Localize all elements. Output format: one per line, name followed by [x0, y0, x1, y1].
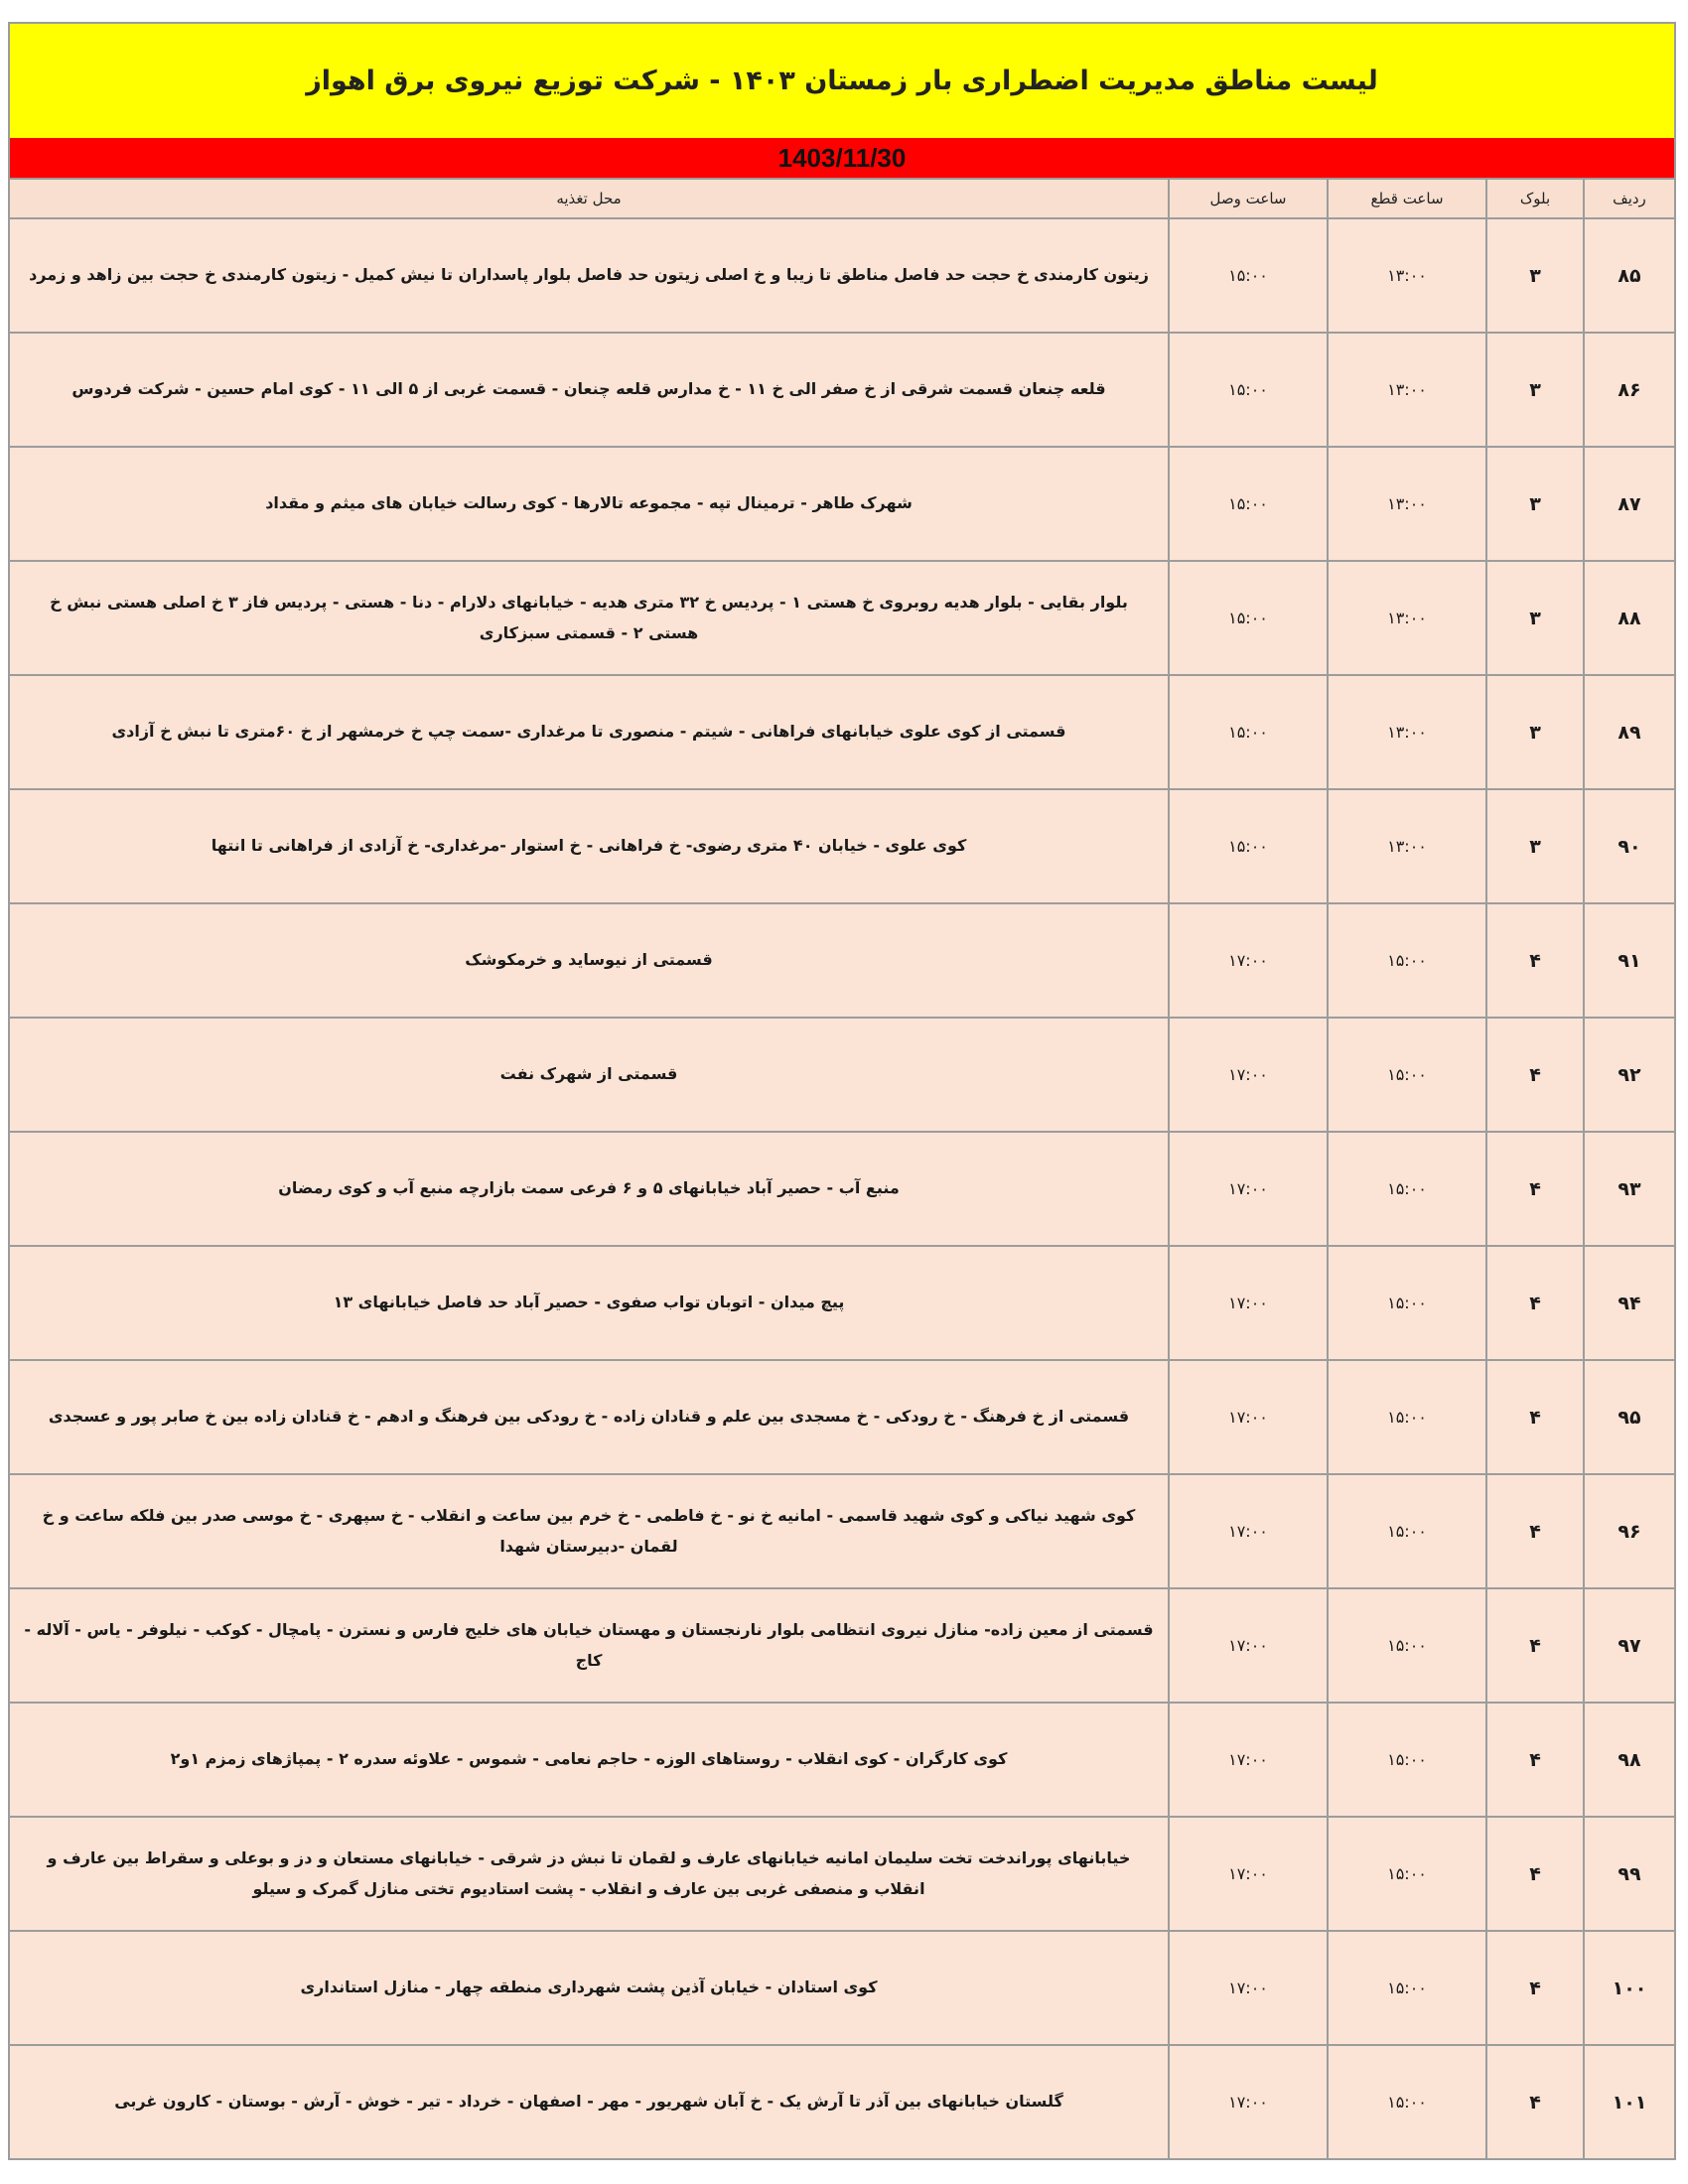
- cell-location: قسمتی از معین زاده- منازل نیروی انتظامی بلوار نارنجستان و مهستان خیابان های خلیج فارس و نسترن - پامچال - کوکب - نیلوفر - یاس - آلاله - کاج: [9, 1588, 1169, 1703]
- cell-connect-time: ۱۵:۰۰: [1169, 561, 1328, 675]
- cell-cut-time: ۱۳:۰۰: [1328, 675, 1486, 789]
- table-row: [9, 675, 1675, 789]
- cell-location: شهرک طاهر - ترمینال تپه - مجموعه تالارها - کوی رسالت خیابان های میثم و مقداد: [9, 447, 1169, 561]
- date-banner: [8, 138, 1676, 178]
- cell-cut-time: ۱۵:۰۰: [1328, 1703, 1486, 1817]
- header-connect-time: ساعت وصل: [1169, 179, 1328, 218]
- header-row-no: ردیف: [1584, 179, 1675, 218]
- cell-block: ۴: [1486, 2045, 1584, 2159]
- cell-cut-time: ۱۵:۰۰: [1328, 2045, 1486, 2159]
- cell-connect-time: ۱۷:۰۰: [1169, 1817, 1328, 1931]
- cell-location: کوی علوی - خیابان ۴۰ متری رضوی- خ فراهانی - خ استوار -مرغداری- خ آزادی از فراهانی تا انتها: [9, 789, 1169, 903]
- cell-row-no: ۹۸: [1584, 1703, 1675, 1817]
- cell-block: ۴: [1486, 1931, 1584, 2045]
- cell-block: ۳: [1486, 333, 1584, 447]
- cell-cut-time: ۱۵:۰۰: [1328, 1474, 1486, 1588]
- cell-connect-time: ۱۷:۰۰: [1169, 1474, 1328, 1588]
- cell-row-no: ۹۱: [1584, 903, 1675, 1018]
- table-row: [9, 1588, 1675, 1703]
- cell-block: ۴: [1486, 1132, 1584, 1246]
- cell-block: ۴: [1486, 1474, 1584, 1588]
- cell-row-no: ۹۶: [1584, 1474, 1675, 1588]
- cell-cut-time: ۱۳:۰۰: [1328, 218, 1486, 333]
- cell-block: ۳: [1486, 218, 1584, 333]
- cell-block: ۴: [1486, 1018, 1584, 1132]
- cell-block: ۴: [1486, 1703, 1584, 1817]
- cell-row-no: ۹۲: [1584, 1018, 1675, 1132]
- cell-row-no: ۹۷: [1584, 1588, 1675, 1703]
- cell-row-no: ۸۵: [1584, 218, 1675, 333]
- cell-connect-time: ۱۵:۰۰: [1169, 218, 1328, 333]
- table-row: [9, 561, 1675, 675]
- cell-block: ۳: [1486, 789, 1584, 903]
- cell-connect-time: ۱۷:۰۰: [1169, 1703, 1328, 1817]
- header-cut-time: ساعت قطع: [1328, 179, 1486, 218]
- cell-row-no: ۸۸: [1584, 561, 1675, 675]
- header-block: بلوک: [1486, 179, 1584, 218]
- table-row: [9, 447, 1675, 561]
- cell-cut-time: ۱۳:۰۰: [1328, 789, 1486, 903]
- table-row: [9, 333, 1675, 447]
- table-header-row: [9, 179, 1675, 218]
- table-row: [9, 1360, 1675, 1474]
- table-body: [9, 218, 1675, 2159]
- cell-cut-time: ۱۵:۰۰: [1328, 1018, 1486, 1132]
- cell-row-no: ۱۰۱: [1584, 2045, 1675, 2159]
- page-title: لیست مناطق مدیریت اضطراری بار زمستان ۱۴۰۳ - شرکت توزیع نیروی برق اهواز: [306, 66, 1378, 96]
- cell-location: کوی شهید نیاکی و کوی شهید قاسمی - امانیه خ نو - خ فاطمی - خ خرم بین ساعت و انقلاب - خ سپهری - خ موسی صدر بین فلکه ساعت و خ لقمان -دبیرستان شهدا: [9, 1474, 1169, 1588]
- table-row: [9, 1132, 1675, 1246]
- cell-row-no: ۹۰: [1584, 789, 1675, 903]
- cell-connect-time: ۱۵:۰۰: [1169, 333, 1328, 447]
- cell-connect-time: ۱۷:۰۰: [1169, 1132, 1328, 1246]
- cell-row-no: ۹۳: [1584, 1132, 1675, 1246]
- cell-block: ۴: [1486, 1817, 1584, 1931]
- cell-location: قسمتی از شهرک نفت: [9, 1018, 1169, 1132]
- cell-cut-time: ۱۵:۰۰: [1328, 1360, 1486, 1474]
- table-row: [9, 218, 1675, 333]
- cell-location: زیتون کارمندی خ حجت حد فاصل مناطق تا زیبا و خ اصلی زیتون حد فاصل بلوار پاسداران تا نیش کمیل - زیتون کارمندی خ حجت بین زاهد و زمرد: [9, 218, 1169, 333]
- cell-location: قسمتی از خ فرهنگ - خ رودکی - خ مسجدی بین علم و قنادان زاده - خ رودکی بین فرهنگ و ادهم - خ قنادان زاده بین خ صابر پور و عسجدی: [9, 1360, 1169, 1474]
- cell-cut-time: ۱۵:۰۰: [1328, 1588, 1486, 1703]
- cell-cut-time: ۱۵:۰۰: [1328, 1132, 1486, 1246]
- table-row: [9, 903, 1675, 1018]
- cell-location: خیابانهای پوراندخت تخت سلیمان امانیه خیابانهای عارف و لقمان تا نبش دز شرقی - خیابانهای مستعان و دز و بوعلی و سقراط بین عارف و انقلاب و منصفی غربی بین عارف و انقلاب - پشت استادیوم تختی منازل گمرک و سیلو: [9, 1817, 1169, 1931]
- cell-location: کوی استادان - خیابان آذین پشت شهرداری منطقه چهار - منازل استانداری: [9, 1931, 1169, 2045]
- cell-block: ۴: [1486, 1588, 1584, 1703]
- cell-connect-time: ۱۷:۰۰: [1169, 1588, 1328, 1703]
- cell-cut-time: ۱۵:۰۰: [1328, 903, 1486, 1018]
- outage-table: [8, 178, 1676, 2160]
- cell-location: پیچ میدان - اتوبان تواب صفوی - حصیر آباد حد فاصل خیابانهای ۱۳: [9, 1246, 1169, 1360]
- cell-connect-time: ۱۵:۰۰: [1169, 447, 1328, 561]
- cell-connect-time: ۱۷:۰۰: [1169, 1931, 1328, 2045]
- cell-connect-time: ۱۷:۰۰: [1169, 1360, 1328, 1474]
- cell-cut-time: ۱۳:۰۰: [1328, 561, 1486, 675]
- table-row: [9, 1817, 1675, 1931]
- table-row: [9, 1246, 1675, 1360]
- cell-block: ۴: [1486, 1246, 1584, 1360]
- cell-row-no: ۸۹: [1584, 675, 1675, 789]
- cell-row-no: ۸۷: [1584, 447, 1675, 561]
- cell-row-no: ۹۵: [1584, 1360, 1675, 1474]
- cell-block: ۳: [1486, 561, 1584, 675]
- cell-location: قلعه چنعان قسمت شرقی از خ صفر الی خ ۱۱ - خ مدارس قلعه چنعان - قسمت غربی از ۵ الی ۱۱ - کوی امام حسین - شرکت فردوس: [9, 333, 1169, 447]
- cell-block: ۴: [1486, 1360, 1584, 1474]
- cell-location: قسمتی از کوی علوی خیابانهای فراهانی - شیتم - منصوری تا مرغداری -سمت چپ خ خرمشهر از خ ۶۰متری تا نبش خ آزادی: [9, 675, 1169, 789]
- cell-location: گلستان خیابانهای بین آذر تا آرش یک - خ آبان شهریور - مهر - اصفهان - خرداد - تیر - خوش - آرش - بوستان - کارون غربی: [9, 2045, 1169, 2159]
- table-row: [9, 1018, 1675, 1132]
- table-row: [9, 2045, 1675, 2159]
- cell-connect-time: ۱۵:۰۰: [1169, 675, 1328, 789]
- cell-connect-time: ۱۷:۰۰: [1169, 2045, 1328, 2159]
- cell-cut-time: ۱۳:۰۰: [1328, 333, 1486, 447]
- cell-block: ۳: [1486, 675, 1584, 789]
- cell-connect-time: ۱۵:۰۰: [1169, 789, 1328, 903]
- cell-row-no: ۸۶: [1584, 333, 1675, 447]
- schedule-sheet: [8, 22, 1676, 2160]
- cell-row-no: ۹۴: [1584, 1246, 1675, 1360]
- header-location: محل تغذیه: [9, 179, 1169, 218]
- cell-connect-time: ۱۷:۰۰: [1169, 1246, 1328, 1360]
- cell-location: کوی کارگران - کوی انقلاب - روستاهای الوزه - حاجم نعامی - شموس - علاوئه سدره ۲ - پمپاژهای زمزم ۱و۲: [9, 1703, 1169, 1817]
- cell-block: ۴: [1486, 903, 1584, 1018]
- table-row: [9, 789, 1675, 903]
- cell-block: ۳: [1486, 447, 1584, 561]
- cell-cut-time: ۱۵:۰۰: [1328, 1931, 1486, 2045]
- cell-location: قسمتی از نیوساید و خرمکوشک: [9, 903, 1169, 1018]
- cell-cut-time: ۱۵:۰۰: [1328, 1817, 1486, 1931]
- schedule-date: 1403/11/30: [777, 142, 907, 173]
- cell-cut-time: ۱۳:۰۰: [1328, 447, 1486, 561]
- cell-row-no: ۹۹: [1584, 1817, 1675, 1931]
- title-banner: [8, 22, 1676, 138]
- cell-location: بلوار بقایی - بلوار هدیه روبروی خ هستی ۱ - پردیس خ ۳۲ متری هدیه - خیابانهای دلارام - دنا - هستی - پردیس فاز ۳ خ اصلی هستی نبش خ هستی ۲ - قسمتی سبزکاری: [9, 561, 1169, 675]
- cell-row-no: ۱۰۰: [1584, 1931, 1675, 2045]
- table-row: [9, 1474, 1675, 1588]
- table-row: [9, 1703, 1675, 1817]
- cell-connect-time: ۱۷:۰۰: [1169, 1018, 1328, 1132]
- table-row: [9, 1931, 1675, 2045]
- cell-location: منبع آب - حصیر آباد خیابانهای ۵ و ۶ فرعی سمت بازارچه منبع آب و کوی رمضان: [9, 1132, 1169, 1246]
- cell-cut-time: ۱۵:۰۰: [1328, 1246, 1486, 1360]
- cell-connect-time: ۱۷:۰۰: [1169, 903, 1328, 1018]
